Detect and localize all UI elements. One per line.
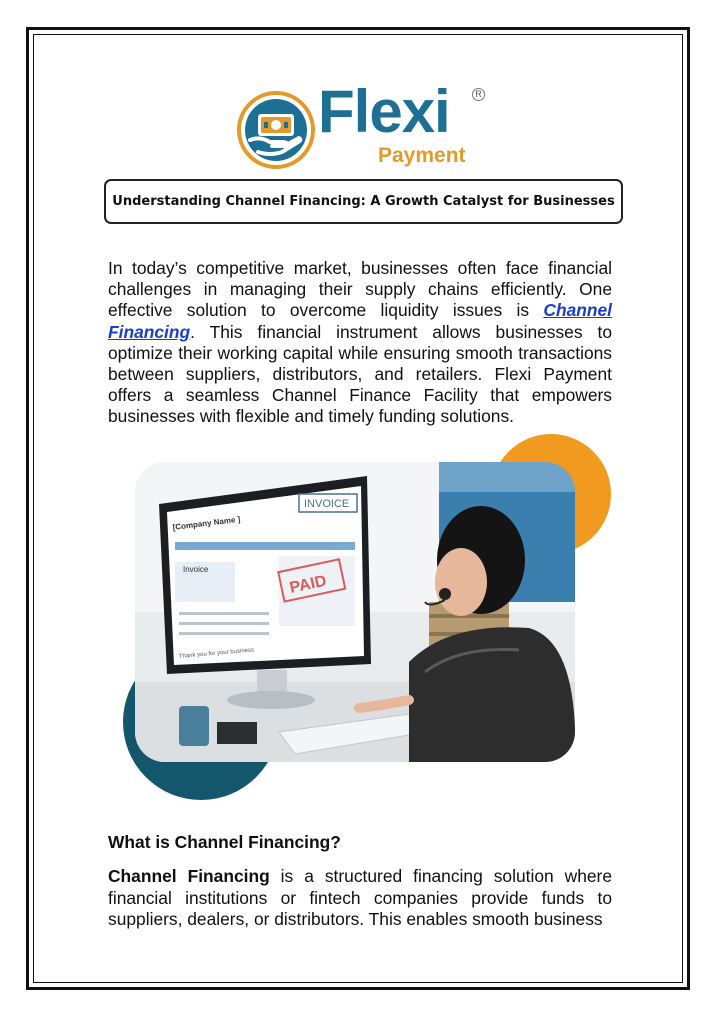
small-invoice-text: Invoice <box>183 565 209 574</box>
invoice-scene-image <box>109 432 613 814</box>
hand-holding-banknote-icon <box>236 90 316 170</box>
hero-illustration <box>109 432 613 814</box>
logo-wordmark: Flexi <box>318 78 450 145</box>
company-name-text: [Company Name ] <box>172 514 241 532</box>
invoice-heading-text: INVOICE <box>304 498 350 510</box>
page-title: Understanding Channel Financing: A Growth Catalyst for Businesses <box>112 194 615 209</box>
intro-text-after: . This financial instrument allows businesses to optimize their working capital while ensuring smooth transactions between suppliers, distributors, and retailers. Flexi Payment offers a seamless Channel Finance Facility that empowers businesses with flexible and timely funding solutions. <box>108 321 612 427</box>
title-box <box>104 179 623 224</box>
section-text: is a structured financing solution where financial institutions or fintech companies provide funds to suppliers, dealers, or distributors. This enables smooth business <box>108 866 612 929</box>
logo-subtitle: Payment <box>378 144 466 167</box>
section-heading: What is Channel Financing? <box>108 832 341 852</box>
intro-paragraph <box>108 258 612 428</box>
registered-mark: R <box>472 88 485 101</box>
flexi-payment-logo <box>236 78 496 172</box>
channel-financing-link[interactable]: Channel Financing <box>108 300 612 342</box>
section-paragraph <box>108 866 612 931</box>
intro-text-before: In today’s competitive market, businesses often face financial challenges in managing their supply chains efficiently. One effective solution to overcome liquidity issues is <box>108 258 612 321</box>
invoice-footer-text: Thank you for your business <box>178 647 255 660</box>
section-lead-bold: Channel Financing <box>108 866 270 886</box>
paid-stamp-text: PAID <box>288 572 328 597</box>
